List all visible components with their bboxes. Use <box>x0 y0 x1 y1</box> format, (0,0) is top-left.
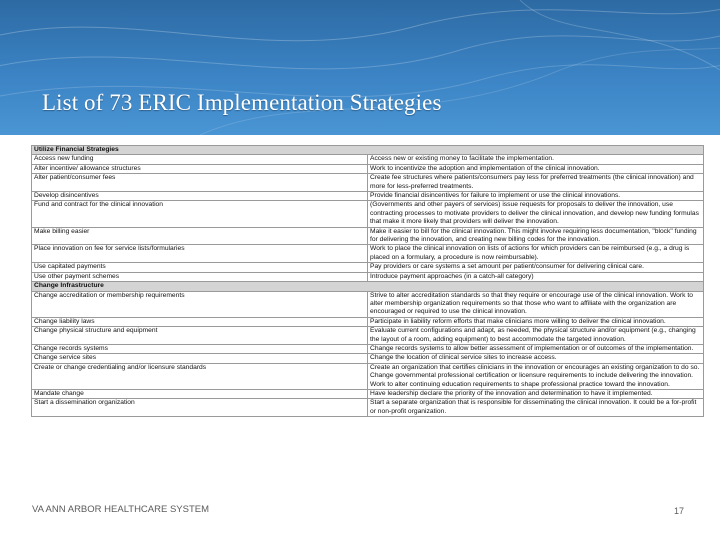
strategy-definition: Access new or existing money to facilitate the implementation. <box>368 155 704 164</box>
strategy-name: Start a dissemination organization <box>32 399 368 417</box>
strategy-name: Use other payment schemes <box>32 272 368 281</box>
table-row <box>32 363 704 389</box>
strategies-table-container <box>31 145 704 417</box>
strategy-name: Mandate change <box>32 389 368 398</box>
page-number: 17 <box>674 506 685 516</box>
strategy-definition: Change records systems to allow better assessment of implementation or of outcomes of the implementation. <box>368 344 704 353</box>
strategy-definition: Have leadership declare the priority of the innovation and determination to have it implemented. <box>368 389 704 398</box>
section-heading: Change Infrastructure <box>32 282 704 291</box>
title-banner <box>0 0 720 135</box>
table-row <box>32 272 704 281</box>
table-row <box>32 389 704 398</box>
strategy-name: Alter incentive/ allowance structures <box>32 164 368 173</box>
strategy-definition: Change the location of clinical service sites to increase access. <box>368 354 704 363</box>
strategy-definition: Create fee structures where patients/consumers pay less for preferred treatments (the clinical innovation) and more for less-preferred treatments. <box>368 174 704 192</box>
table-row <box>32 155 704 164</box>
strategy-name: Make billing easier <box>32 227 368 245</box>
table-row <box>32 263 704 272</box>
strategy-name: Change physical structure and equipment <box>32 327 368 345</box>
table-row <box>32 317 704 326</box>
strategy-name: Place innovation on fee for service lists/formularies <box>32 245 368 263</box>
strategy-definition: Evaluate current configurations and adapt, as needed, the physical structure and/or equipment (e.g., changing the layout of a room, adding equipment) to best accommodate the targeted innovation. <box>368 327 704 345</box>
footer-organization: VA ANN ARBOR HEALTHCARE SYSTEM <box>32 504 210 515</box>
strategy-name: Alter patient/consumer fees <box>32 174 368 192</box>
table-row <box>32 164 704 173</box>
strategy-definition: Work to place the clinical innovation on lists of actions for which providers can be reimbursed (e.g., a drug is placed on a formulary, a procedure is now reimbursable). <box>368 245 704 263</box>
section-header-row <box>32 282 704 291</box>
table-row <box>32 227 704 245</box>
table-row <box>32 201 704 227</box>
strategy-name: Fund and contract for the clinical innovation <box>32 201 368 227</box>
strategies-table <box>31 145 704 417</box>
table-row <box>32 245 704 263</box>
table-row <box>32 354 704 363</box>
strategy-definition: Create an organization that certifies clinicians in the innovation or encourages an existing organization to do so. Change governmental professional certification or licensure requirements to include delivering the innovation. Work to alter continuing education requirements to shape professional practice toward the innovation. <box>368 363 704 389</box>
strategy-definition: Provide financial disincentives for failure to implement or use the clinical innovations. <box>368 192 704 201</box>
strategy-name: Change records systems <box>32 344 368 353</box>
section-heading: Utilize Financial Strategies <box>32 146 704 155</box>
table-row <box>32 399 704 417</box>
strategy-definition: Pay providers or care systems a set amount per patient/consumer for delivering clinical care. <box>368 263 704 272</box>
section-header-row <box>32 146 704 155</box>
strategy-name: Access new funding <box>32 155 368 164</box>
table-row <box>32 174 704 192</box>
strategy-name: Change liability laws <box>32 317 368 326</box>
table-row <box>32 344 704 353</box>
strategy-definition: Make it easier to bill for the clinical innovation. This might involve requiring less documentation, "block" funding for delivering the innovation, and creating new billing codes for the innovation. <box>368 227 704 245</box>
strategy-name: Change accreditation or membership requirements <box>32 291 368 317</box>
table-row <box>32 291 704 317</box>
strategy-definition: Strive to alter accreditation standards so that they require or encourage use of the clinical innovation. Work to alter membership organization requirements so that those who want to affiliate with the organization are encouraged or required to use the clinical innovation. <box>368 291 704 317</box>
table-row <box>32 327 704 345</box>
strategy-name: Create or change credentialing and/or licensure standards <box>32 363 368 389</box>
table-row <box>32 192 704 201</box>
strategy-definition: Work to incentivize the adoption and implementation of the clinical innovation. <box>368 164 704 173</box>
strategy-definition: Introduce payment approaches (in a catch-all category) <box>368 272 704 281</box>
strategy-definition: (Governments and other payers of services) issue requests for proposals to deliver the innovation, use contracting processes to motivate providers to deliver the clinical innovation, and develop new funding formulas that make it more likely that providers will deliver the innovation. <box>368 201 704 227</box>
slide-title: List of 73 ERIC Implementation Strategies <box>42 90 442 115</box>
strategy-definition: Start a separate organization that is responsible for disseminating the clinical innovation. It could be a for-profit or non-profit organization. <box>368 399 704 417</box>
strategy-name: Develop disincentives <box>32 192 368 201</box>
strategy-name: Change service sites <box>32 354 368 363</box>
strategy-name: Use capitated payments <box>32 263 368 272</box>
strategy-definition: Participate in liability reform efforts that make clinicians more willing to deliver the clinical innovation. <box>368 317 704 326</box>
